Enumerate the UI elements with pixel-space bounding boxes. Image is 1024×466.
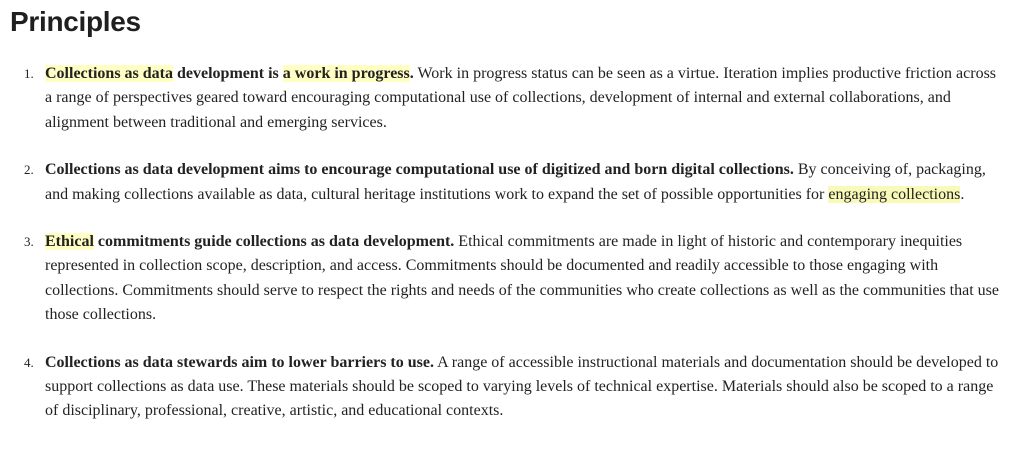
body-text: By conceiving of, packaging, and making collections available as data, cultural heritage institutions work to expand the set of possible opportunities for	[45, 161, 986, 203]
principle-item-3	[0, 230, 1000, 328]
highlighted-text[interactable]: engaging collections	[828, 185, 961, 203]
highlighted-text[interactable]: a work in progress	[282, 65, 410, 82]
heading-text: development is	[173, 65, 283, 82]
page-title: Principles	[10, 6, 141, 37]
principle-item-4	[0, 351, 1000, 424]
heading-text: .	[409, 65, 414, 82]
list-number: 4.	[24, 354, 34, 370]
principle-item-2	[0, 158, 1000, 207]
list-number: 3.	[24, 234, 34, 250]
principle-body: Work in progress status can be seen as a virtue. Iteration implies productive friction across a range of perspectives geared toward encouraging computational use of collections, development of internal and external collaborations, and alignment between traditional and emerging services.	[45, 65, 997, 131]
principles-list	[0, 62, 1000, 447]
list-number: 2.	[24, 162, 34, 178]
highlighted-text[interactable]: Ethical	[45, 233, 94, 251]
body-text: .	[960, 185, 965, 203]
principle-heading: Collections as data development aims to encourage computational use of digitized and born digital collections.	[45, 161, 794, 179]
highlighted-text[interactable]: Collections as data	[45, 65, 173, 82]
heading-text: commitments guide collections as data development.	[93, 233, 455, 251]
list-number: 1.	[24, 66, 34, 81]
principle-body: Ethical commitments are made in light of historic and contemporary inequities represented in collection scope, description, and access. Commitments should be documented and readily accessible to those engaging with collections. Commitments should serve to respect the rights and needs of the communities who create collections as well as the communities that use those collections.	[45, 233, 999, 324]
principle-heading	[45, 233, 454, 250]
principle-heading: Collections as data stewards aim to lower barriers to use.	[45, 353, 434, 371]
principle-body: A range of accessible instructional materials and documentation should be developed to support collections as data use. These materials should be scoped to varying levels of technical expertise. Materials should also be scoped to a range of disciplinary, professional, creative, artistic, and educational contexts.	[45, 353, 999, 420]
principle-heading	[45, 65, 414, 82]
principle-item-1	[0, 62, 1000, 135]
